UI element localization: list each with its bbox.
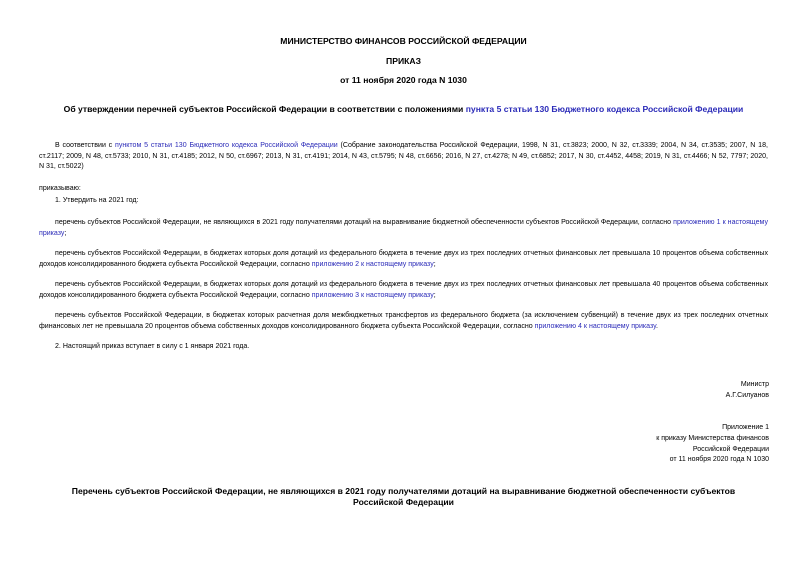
signature-name: А.Г.Силуанов — [725, 391, 769, 399]
item-2: 2. Настоящий приказ вступает в силу с 1 января 2021 года. — [55, 343, 250, 350]
ministry-heading: МИНИСТЕРСТВО ФИНАНСОВ РОССИЙСКОЙ ФЕДЕРАЦИИ — [280, 36, 527, 46]
appendix-header — [656, 423, 769, 466]
list-item-4 — [39, 311, 768, 332]
document-title — [0, 104, 807, 115]
appendix-4-link[interactable]: приложению 4 к настоящему приказу — [534, 322, 656, 330]
appendix-line-1: Приложение 1 — [722, 424, 769, 431]
appendix-1-link[interactable]: приложению 1 к настоящему приказу — [39, 219, 768, 237]
item-1: 1. Утвердить на 2021 год: — [55, 197, 139, 204]
list-item-2-end: ; — [433, 260, 436, 268]
list-item-3-end: ; — [433, 291, 436, 299]
preamble-link-budget-code[interactable]: пунктом 5 статьи 130 Бюджетного кодекса Российской Федерации — [115, 142, 338, 149]
doc-type-heading: ПРИКАЗ — [386, 56, 421, 66]
appendix-2-link[interactable]: приложению 2 к настоящему приказу — [311, 260, 434, 268]
appendix-line-4: от 11 ноября 2020 года N 1030 — [669, 456, 769, 464]
title-text: Об утверждении перечней субъектов Российской Федерации в соответствии с положениями — [63, 104, 466, 114]
order-word: приказываю: — [39, 185, 81, 192]
signature-block — [726, 380, 769, 402]
appendix-3-link[interactable]: приложению 3 к настоящему приказу — [311, 291, 434, 299]
appendix-line-2: к приказу Министерства финансов — [656, 434, 769, 442]
preamble-text-rest: (Собрание законодательства Российской Федерации, 1998, N 31, ст.3823; 2000, N 32, ст.3339; 2004, N 34, ст.3535; 2007, N 18, ст.2117; 2009, N 48, ст.5733; 2010, N 31, ст.4185; 2012, N 50, ст.6967; 2013, N 31, ст.4191; 2014, N 43, ст.5795; N 48, ст.6656; 2016, N 27, ст.4278; N 49, ст.6852; 2017, N 30, ст.4452, 4458; 2019, N 31, ст.4466; N 52, 7797; 2020, N 31, ст.5022) — [39, 142, 768, 171]
appendix-title — [0, 486, 807, 508]
list-item-4-end: . — [655, 322, 658, 330]
list-item-3 — [39, 280, 768, 301]
appendix-title-line-2: Российской Федерации — [353, 497, 454, 507]
list-item-2-text: перечень субъектов Российской Федерации, в бюджетах которых доля дотаций из федерального бюджета в течение двух из трех последних отчетных финансовых лет превышала 10 процентов объема собственных доходов консолидированного бюджета субъекта Российской Федерации, согласно — [39, 250, 768, 268]
list-item-4-text: перечень субъектов Российской Федерации, в бюджетах которых расчетная доля межбюджетных трансфертов из федерального бюджета (за исключением субвенций) в течение двух из трех последних отчетных финансовых лет не превышала 20 процентов объема собственных доходов консолидированного бюджета субъекта Российской Федерации, согласно — [39, 312, 768, 330]
list-item-3-text: перечень субъектов Российской Федерации, в бюджетах которых доля дотаций из федерального бюджета в течение двух из трех последних отчетных финансовых лет превышала 40 процентов объема собственных доходов консолидированного бюджета субъекта Российской Федерации, согласно — [39, 281, 768, 299]
title-link-budget-code[interactable]: пункта 5 статьи 130 Бюджетного кодекса Российской Федерации — [465, 104, 744, 114]
list-item-1-text: перечень субъектов Российской Федерации, не являющихся в 2021 году получателями дотаций на выравнивание бюджетной обеспеченности субъектов Российской Федерации, согласно — [55, 219, 674, 226]
signature-position: Министр — [740, 381, 769, 388]
list-item-1-end: ; — [64, 229, 67, 237]
list-item-2 — [39, 249, 768, 270]
preamble-paragraph — [39, 141, 768, 173]
appendix-title-line-1: Перечень субъектов Российской Федерации, не являющихся в 2021 году получателями дотаций на выравнивание бюджетной обеспеченности субъектов — [71, 486, 736, 496]
list-item-1 — [39, 218, 768, 239]
appendix-line-3: Российской Федерации — [692, 445, 769, 453]
preamble-text-start: В соответствии с — [55, 142, 115, 149]
doc-date-number: от 11 ноября 2020 года N 1030 — [340, 75, 467, 85]
